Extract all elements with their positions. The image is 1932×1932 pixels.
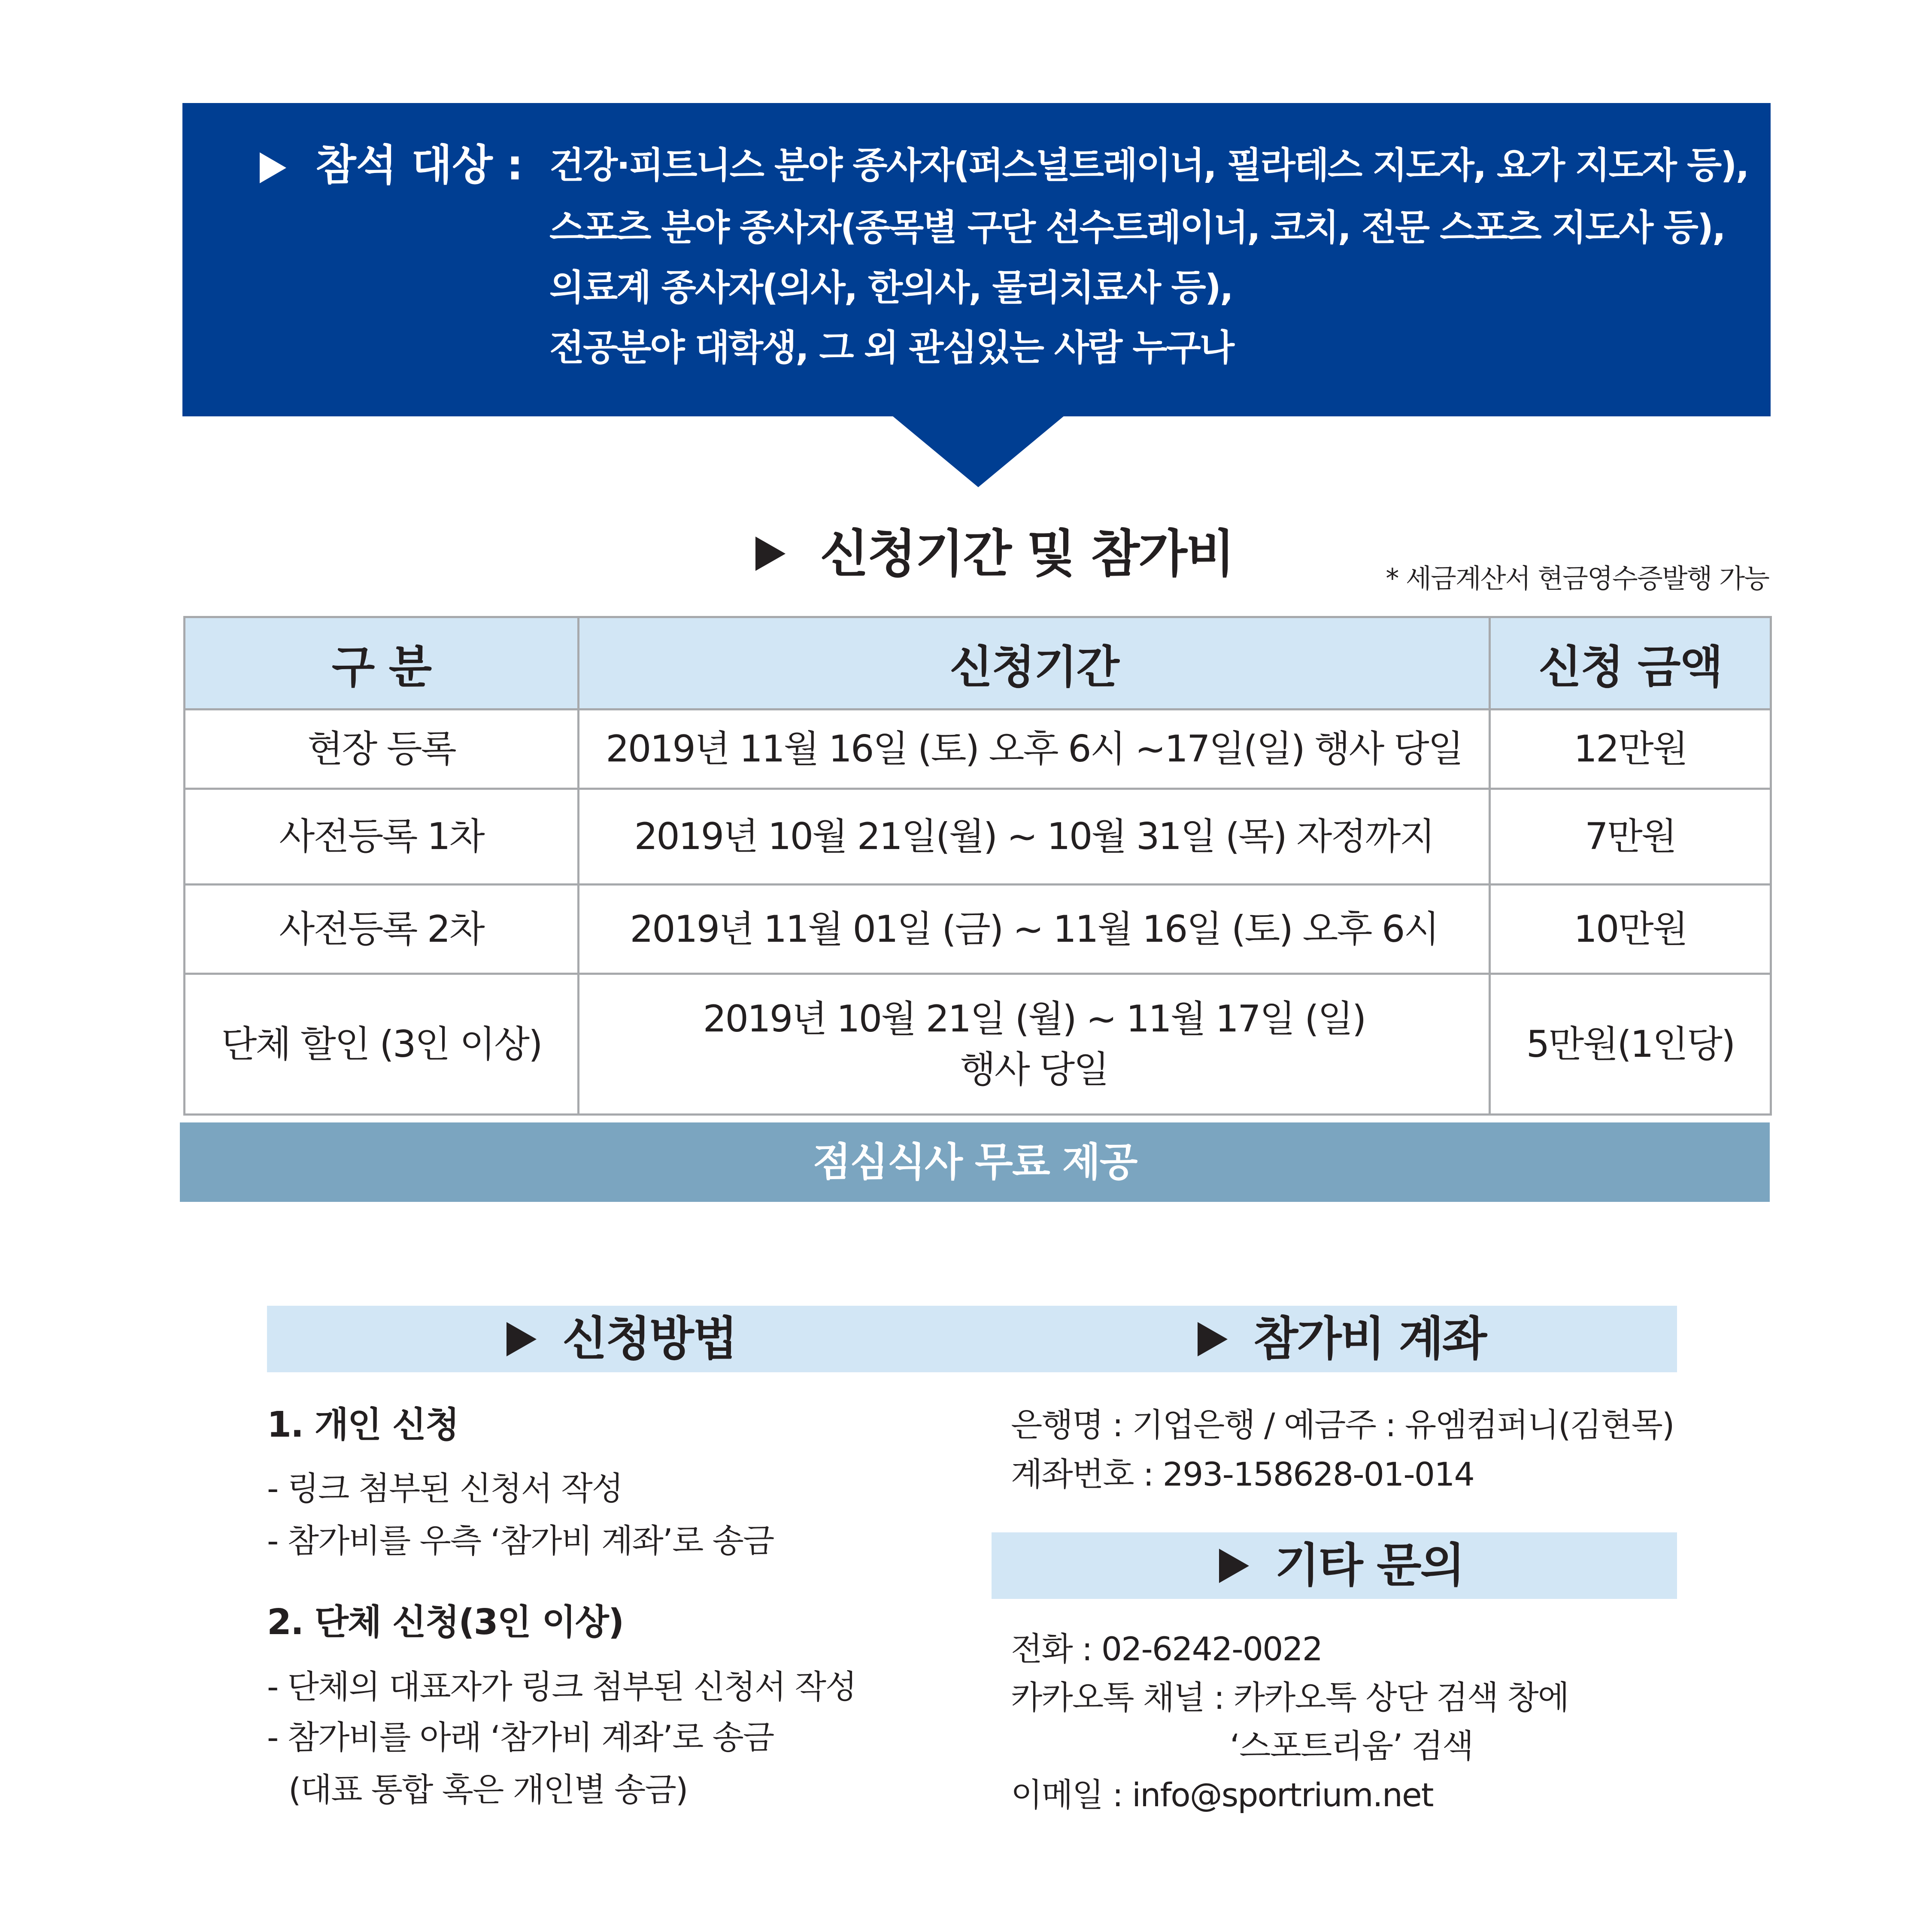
play-triangle-icon xyxy=(1219,1549,1249,1583)
group-item: - 단체의 대표자가 링크 첨부된 신청서 작성 xyxy=(267,1668,856,1706)
row-period xyxy=(579,974,1490,1115)
header-amount: 신청 금액 xyxy=(1490,617,1771,710)
group-item: (대표 통합 혹은 개인별 송금) xyxy=(288,1771,688,1809)
table-row xyxy=(185,789,1771,885)
method-title: 신청방법 xyxy=(562,1312,737,1366)
phone-line: 전화 : 02-6242-0022 xyxy=(1011,1630,1322,1668)
fee-table xyxy=(183,616,1772,1116)
individual-item: - 링크 첨부된 신청서 작성 xyxy=(267,1469,623,1507)
lunch-banner: 점심식사 무료 제공 xyxy=(180,1122,1770,1202)
row-period-line: 2019년 10월 21일 (월) ~ 11월 17일 (일) xyxy=(703,997,1365,1040)
attendee-line: 건강·피트니스 분야 종사자(퍼스널트레이너, 필라테스 지도자, 요가 지도자 등), xyxy=(549,144,1748,186)
group-item: - 참가비를 아래 ‘참가비 계좌’로 송금 xyxy=(267,1718,774,1756)
account-number-line: 계좌번호 : 293-158628-01-014 xyxy=(1011,1455,1474,1493)
tax-invoice-note: * 세금계산서 현금영수증발행 가능 xyxy=(1386,563,1769,594)
attendee-line: 스포츠 분야 종사자(종목별 구단 선수트레이너, 코치, 전문 스포츠 지도사 등), xyxy=(549,206,1725,249)
kakao-line: 카카오톡 채널 : 카카오톡 상단 검색 창에 xyxy=(1011,1678,1569,1717)
account-title: 참가비 계좌 xyxy=(1253,1312,1486,1366)
banner-pointer xyxy=(892,416,1064,487)
row-period-line: 행사 당일 xyxy=(960,1048,1108,1091)
row-amount: 12만원 xyxy=(1490,710,1771,789)
table-row xyxy=(185,974,1771,1115)
row-category: 사전등록 1차 xyxy=(185,789,579,885)
table-row xyxy=(185,885,1771,974)
attendee-label: 참석 대상 xyxy=(315,141,493,190)
kakao-line: ‘스포트리움’ 검색 xyxy=(1230,1727,1473,1765)
play-triangle-icon xyxy=(507,1322,537,1356)
individual-item: - 참가비를 우측 ‘참가비 계좌’로 송금 xyxy=(267,1522,774,1560)
row-category: 현장 등록 xyxy=(185,710,579,789)
table-header-row xyxy=(185,617,1771,710)
individual-title: 1. 개인 신청 xyxy=(267,1404,459,1445)
attendee-colon: : xyxy=(507,141,524,190)
bank-line: 은행명 : 기업은행 / 예금주 : 유엠컴퍼니(김현목) xyxy=(1011,1406,1674,1444)
table-row xyxy=(185,710,1771,789)
row-amount: 10만원 xyxy=(1490,885,1771,974)
header-period: 신청기간 xyxy=(579,617,1490,710)
attendee-line: 전공분야 대학생, 그 외 관심있는 사람 누구나 xyxy=(549,327,1233,369)
attendee-line: 의료계 종사자(의사, 한의사, 물리치료사 등), xyxy=(549,267,1232,309)
play-triangle-icon xyxy=(1198,1322,1228,1356)
row-period: 2019년 11월 16일 (토) 오후 6시 ~17일(일) 행사 당일 xyxy=(579,710,1490,789)
inquiry-title: 기타 문의 xyxy=(1275,1539,1464,1592)
row-amount: 5만원(1인당) xyxy=(1490,974,1771,1115)
group-title: 2. 단체 신청(3인 이상) xyxy=(267,1602,624,1643)
row-category: 사전등록 2차 xyxy=(185,885,579,974)
row-amount: 7만원 xyxy=(1490,789,1771,885)
header-category: 구 분 xyxy=(185,617,579,710)
email-line: 이메일 : info@sportrium.net xyxy=(1011,1776,1433,1814)
play-triangle-icon xyxy=(755,537,786,571)
fee-section-title: 신청기간 및 참가비 xyxy=(820,524,1234,583)
row-period: 2019년 11월 01일 (금) ~ 11월 16일 (토) 오후 6시 xyxy=(579,885,1490,974)
row-category: 단체 할인 (3인 이상) xyxy=(185,974,579,1115)
play-triangle-icon xyxy=(260,152,286,183)
row-period: 2019년 10월 21일(월) ~ 10월 31일 (목) 자정까지 xyxy=(579,789,1490,885)
